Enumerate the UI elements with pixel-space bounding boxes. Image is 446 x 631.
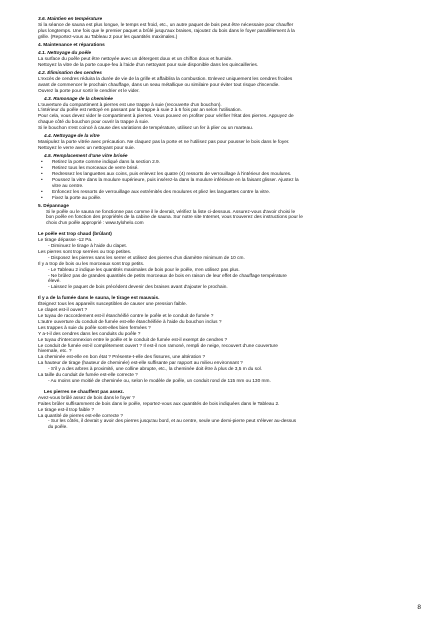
text-line: Le tirage dépasse -12 Pa.	[38, 238, 93, 244]
heading-problem-smoke: Il y a de la fumée dans le sauna, le tirage est mauvais.	[38, 296, 160, 302]
text-line: Il y a trop de bois ou les morceaux sont trop petits.	[38, 261, 145, 267]
text-line: - Le Tableau 2 indique les quantités maximales de bois pour le poêle, n'en utilisez pas plus.	[48, 267, 240, 273]
text-line: L'autre ouverture du conduit de fumée est-elle étanchéifiée à l'aide du bouchon inclus ?	[38, 319, 222, 325]
text-line: La surface du poêle peut être nettoyée avec un détergent doux et un chiffon doux et humide.	[38, 56, 233, 62]
text-line: L'intérieur du poêle est nettoyé en passant par la trappe à suie 2 à 6 fois par an selon l'utilisation.	[38, 108, 242, 114]
heading-4-3: 4.3. Ramonage de la cheminée	[44, 96, 113, 102]
text-line: Les trappes à suie du poêle sont-elles bien fermées ?	[38, 325, 151, 331]
text-line: Le conduit de fumée est-il complètement ouvert ? Il est-il non ramoné, rempli de neige, recouvert d'une couverture	[38, 343, 278, 349]
text-line: Ouvrez la porte pour sortir le cendrier et le vider.	[38, 88, 140, 94]
text-line: La hauteur de tirage (hauteur de cheminée) est-elle suffisante par rapport au milieu environnant ?	[38, 361, 243, 367]
page-number: 8	[417, 604, 421, 611]
text-line: - Laissez le paquet de bois précédent devenir des braises avant d'ajouter le prochain.	[48, 285, 228, 291]
list-item-line: • Redressez les languettes aux coins, puis enlevez les quatre (4) ressorts de verrouillage à l'intérieur des moulures.	[52, 171, 292, 177]
para-4-3	[38, 103, 420, 133]
heading-4-2: 4.2. Élimination des cendres	[38, 70, 102, 76]
heading-problem-stones: Les pierres ne chauffent pas assez.	[44, 389, 124, 395]
text-line: Si la séance de sauna est plus longue, le temps est froid, etc., un autre paquet de bois peut être nécessaire pour chauffer	[38, 22, 294, 28]
text-line: Si le poêle ou le sauna ne fonctionne pas comme il le devrait, vérifiez la liste ci-dessous. Assurez-vous d'avoir choisi le	[46, 209, 296, 215]
heading-4-5: 4.5. Remplacement d'une vitre brisée	[44, 154, 128, 160]
heading-problem-hot: Le poêle est trop chaud (brûlant)	[38, 232, 112, 238]
text-line: Manipulez la porte vitrée avec précaution. Ne claquez pas la porte et ne l'utilisez pas pour pousser le bois dans le foyer.	[38, 140, 290, 146]
text-line: - Disposez les pierres sans les serrer et utilisez des pierres d'un diamètre minimum de 10 cm.	[48, 255, 245, 261]
text-line: Si le bouchon s'est coincé à cause des variations de température, utilisez un fer à plier ou un marteau.	[38, 126, 254, 132]
text-line: Le tirage est-il trop faible ?	[38, 407, 94, 413]
text-line: du poêle.	[48, 425, 68, 431]
para-5	[38, 210, 420, 228]
text-line: hivernale, etc. ?	[38, 349, 72, 355]
text-line: Nettoyez le verre avec un nettoyant pour suie.	[38, 146, 135, 152]
text-line: Avez-vous brûlé assez de bois dans le foyer ?	[38, 395, 135, 401]
text-line: - Au moins une moitié de cheminée ou, selon le modèle de poêle, un conduit rond de 115 mm ou 130 mm.	[48, 378, 271, 384]
list-4-5	[38, 160, 420, 201]
text-line: avant de commencer le prochain chauffage, dans un seau métallique ou similaire pour éviter tout risque d'incendie.	[38, 82, 280, 88]
text-line: - Sur les côtés, il devrait y avoir des pierres jusqu'au bord, et au centre, seule une demi-pierre peut s'élever au-dessus	[48, 419, 297, 425]
para-problem-hot	[38, 238, 420, 291]
para-4-2	[38, 77, 420, 95]
heading-5: 5. Dépannage	[38, 203, 69, 209]
text-line: Le clapet est-il ouvert ?	[38, 308, 88, 314]
list-item-line: vitre au centre.	[52, 183, 84, 189]
text-line: chaque côté du bouchon pour ouvrir la trappe à suie.	[38, 120, 150, 126]
text-line: - S'il y a des arbres à proximité, une colline abrupte, etc., la cheminée doit être à plus de 3,5 m du sol.	[48, 367, 262, 373]
text-line: La cheminée est-elle en bon état ? Présente-t-elle des fissures, une altération ?	[38, 355, 206, 361]
para-3-6	[38, 23, 420, 41]
text-line: Les pierres sont trop serrées ou trop petites.	[38, 249, 132, 255]
text-line: La quantité de pierres est-elle correcte ?	[38, 413, 124, 419]
text-line: Y a-t-il des cendres dans les conduits du poêle ?	[38, 331, 141, 337]
list-item-line: • Retirez la porte comme indiqué dans la section 2.9.	[52, 160, 160, 166]
text-line: Le tuyau d'interconnexion entre le poêle et le conduit de fumée est-il exempt de cendres ?	[38, 337, 228, 343]
text-line: L'ouverture du compartiment à pierres est une trappe à suie (recouverte d'un bouchon).	[38, 102, 222, 108]
heading-3-6: 3.6. Maintien en température	[38, 17, 103, 22]
heading-4-4: 4.4. Nettoyage de la vitre	[44, 134, 100, 140]
text-line: L'excès de cendres réduira la durée de vie de la grille et affaiblira la combustion. Enlevez uniquement les cendres froides	[38, 76, 293, 82]
text-line: - Diminuez le tirage à l'aide du clapet.	[48, 244, 128, 250]
text-line: choix d'un poêle approprié : www.tylohelo.com	[46, 221, 144, 227]
text-line: Pour cela, vous devez vider le compartiment à pierres. Vous pouvez en profiter pour vérifier l'état des pierres. Appuyez de	[38, 114, 294, 120]
page-content	[38, 17, 420, 431]
list-item	[38, 178, 420, 190]
text-line: La taille du conduit de fumée est-elle correcte ?	[38, 373, 138, 379]
list-item-line: • Enfoncez les ressorts de verrouillage aux extrémités des moulures et pliez les languettes contre la vitre.	[52, 189, 271, 195]
text-line: Éteignez tous les appareils susceptibles de causer une pression faible.	[38, 302, 187, 308]
list-item-line: • Poussez la vitre dans la moulure supérieure, puis insérez-la dans la moulure inférieure en la faisant glisser. Ajustez la	[52, 177, 299, 183]
text-line: Nettoyez la vitre de la porte coupe-feu à l'aide d'un nettoyant pour suie disponible dans les quincailleries.	[38, 62, 259, 68]
text-line: Le tuyau de raccordement est-il étanchéifié contre le poêle et le conduit de fumée ?	[38, 314, 214, 319]
heading-4-1: 4.1. Nettoyage du poêle	[38, 50, 92, 56]
text-line: élevé.	[48, 279, 61, 285]
para-problem-stones	[38, 396, 420, 431]
text-line: plus longtemps. Une fois que le premier paquet a brûlé jusqu'aux braises, rajoutez du bois dans le foyer parallèlement à la	[38, 28, 295, 34]
para-4-1	[38, 57, 420, 69]
list-item-line: • Retirez tous les morceaux de verre brisé.	[52, 165, 139, 171]
para-problem-smoke	[38, 302, 420, 385]
text-line: grille. (Reportez-vous au Tableau 2 pour les quantités maximales.)	[38, 34, 178, 40]
text-line: Faites brûler suffisamment de bois dans le poêle, reportez-vous aux quantités de bois indiquées dans le Tableau 2.	[38, 401, 280, 407]
text-line: bon poêle en fonction des propriétés de la cabine de sauna. Sur notre site Internet, vous trouverez des instructions pour le	[46, 215, 303, 221]
para-4-4	[38, 140, 420, 152]
heading-4: 4. Maintenance et réparations	[38, 42, 105, 48]
list-item-line: • Fixez la porte au poêle.	[52, 195, 102, 201]
text-line: - Ne brûlez pas de grandes quantités de petits morceaux de bois en raison de leur effet de chauffage température	[48, 273, 287, 279]
list-item	[38, 196, 420, 202]
